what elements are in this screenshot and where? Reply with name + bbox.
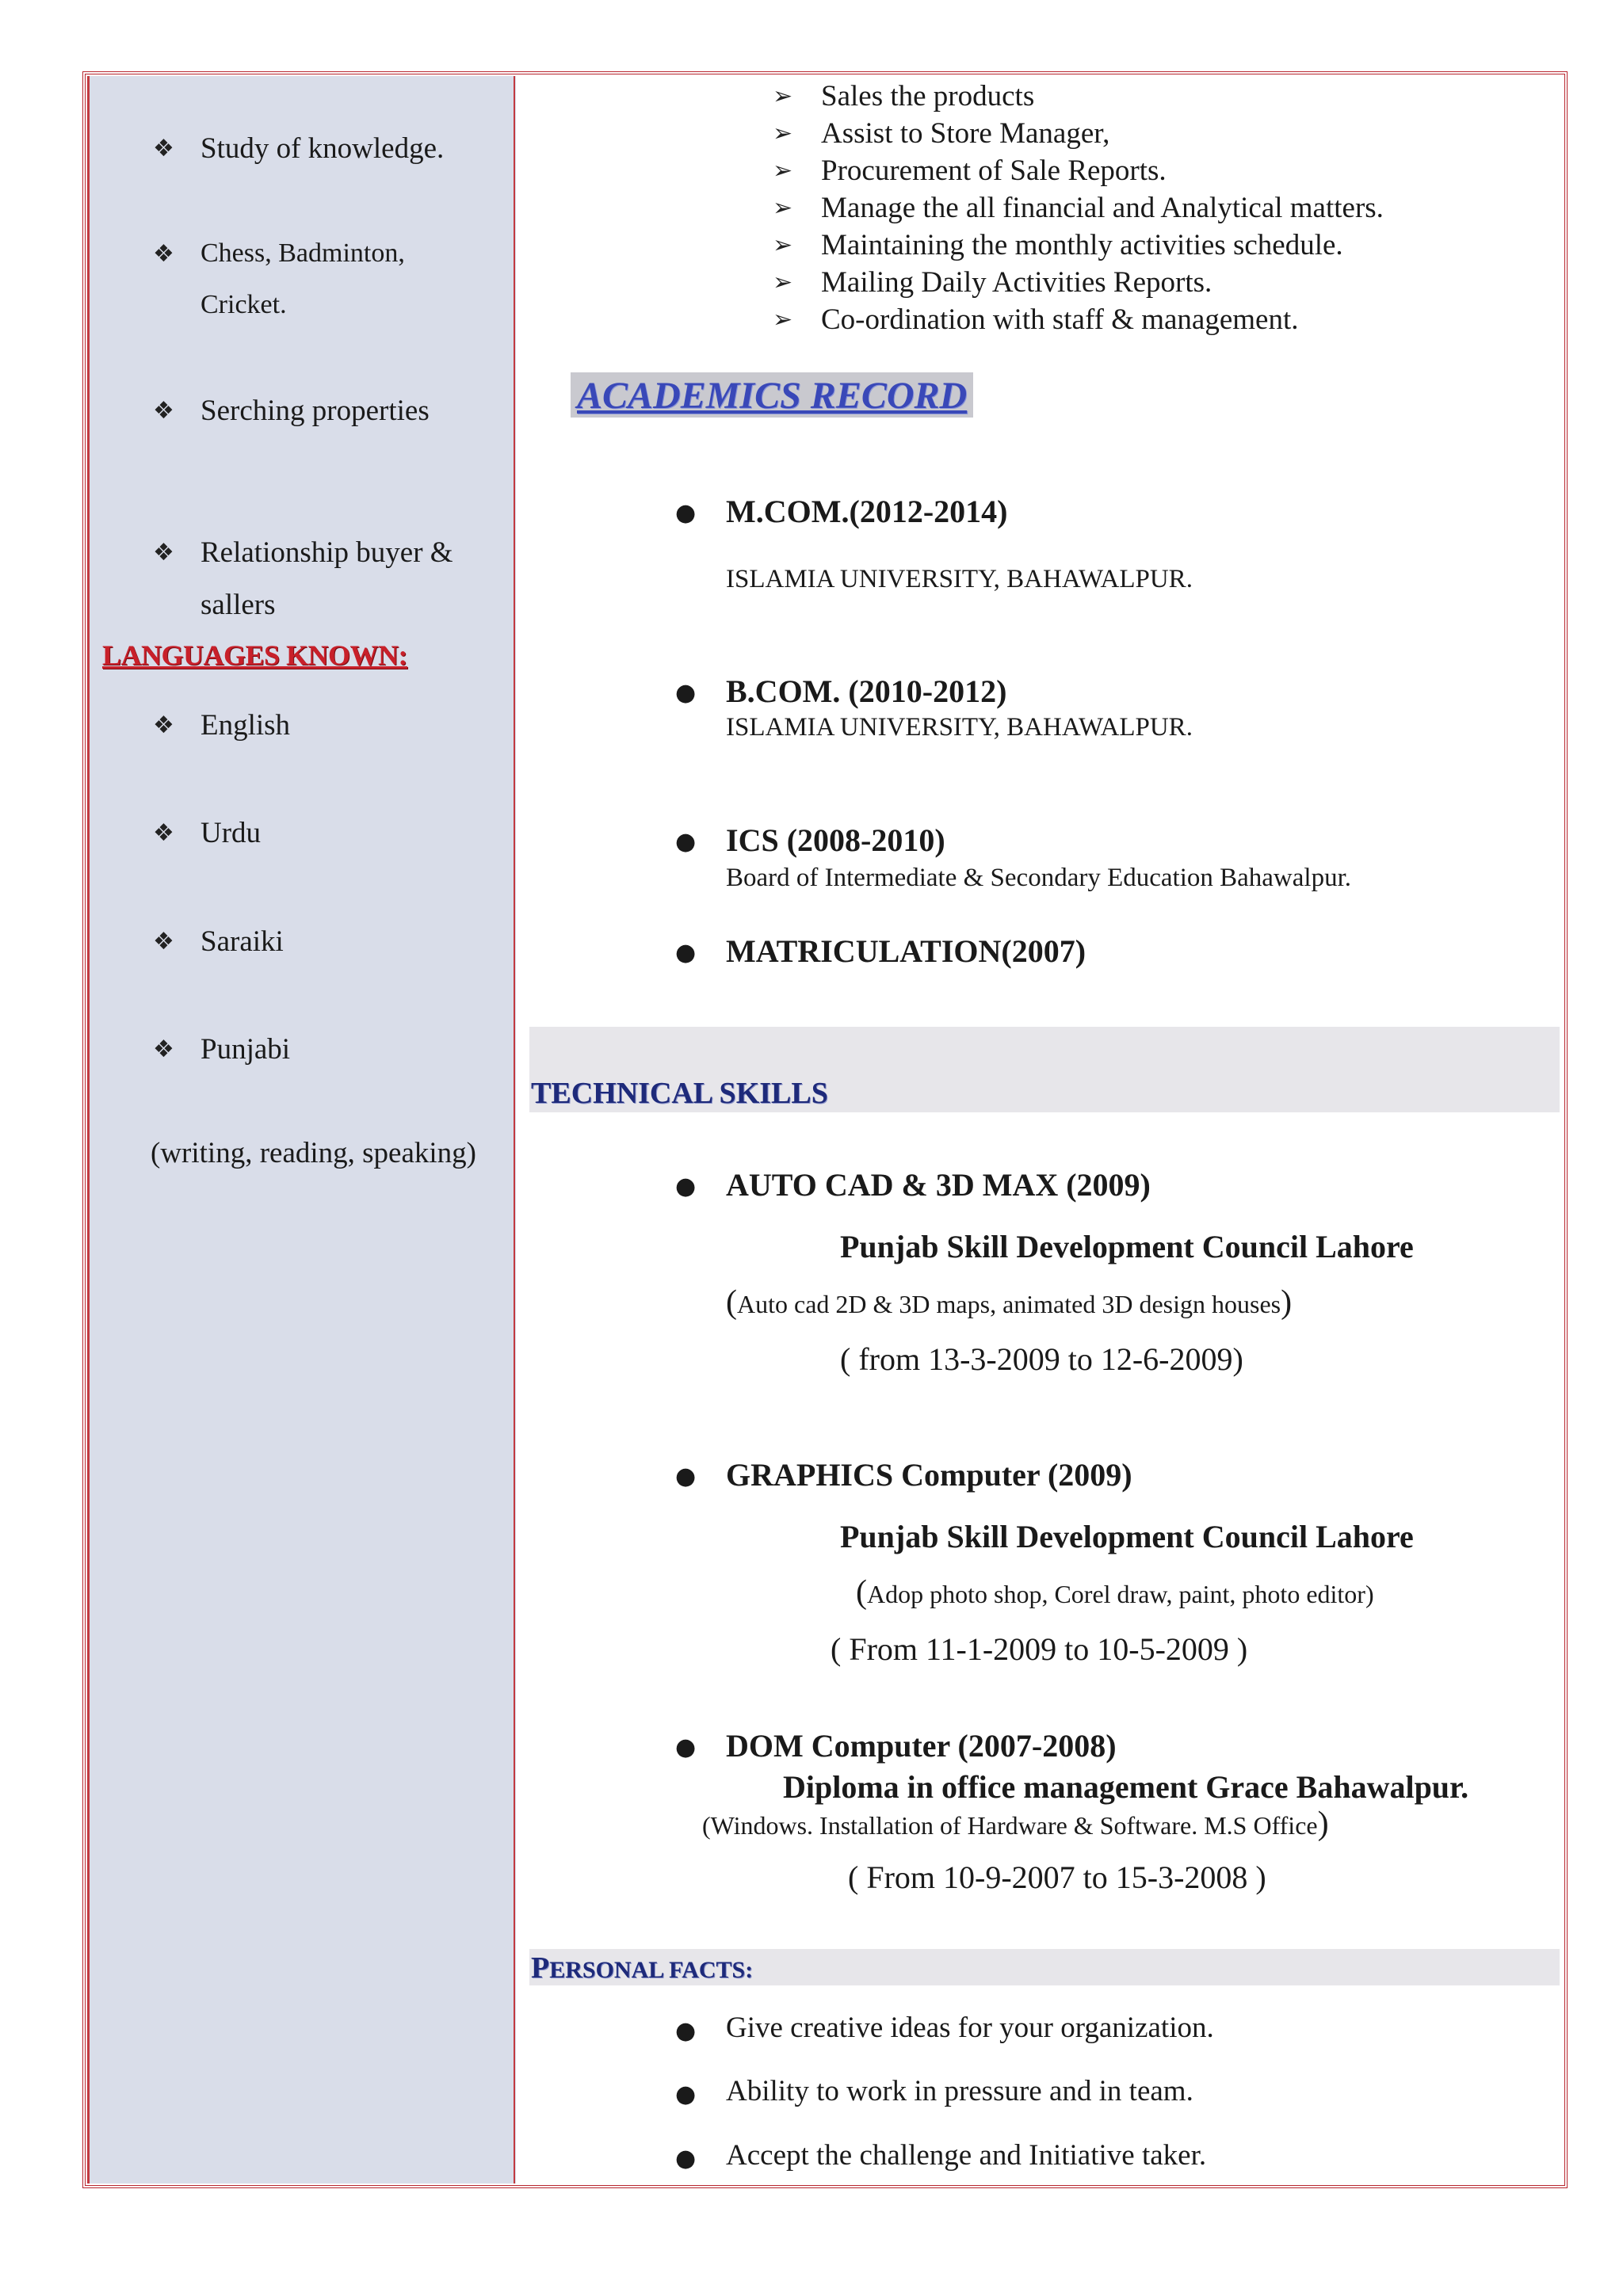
degree-institution: ISLAMIA UNIVERSITY, BAHAWALPUR. (726, 713, 1193, 742)
interest-item: sallers (200, 589, 276, 621)
course-title: GRAPHICS Computer (2009) (726, 1457, 1132, 1493)
course-dates: ( From 11-1-2009 to 10-5-2009 ) (831, 1631, 1248, 1667)
course-provider: Punjab Skill Development Council Lahore (840, 1519, 1414, 1554)
bullet-icon: ● (675, 2145, 697, 2172)
interest-item: Serching properties (200, 395, 430, 427)
arrow-bullet-icon: ➢ (773, 120, 793, 147)
arrow-bullet-icon: ➢ (773, 82, 793, 110)
bullet-icon: ● (675, 499, 697, 527)
degree-title: MATRICULATION(2007) (726, 933, 1086, 969)
diamond-bullet-icon: ❖ (153, 135, 174, 162)
academics-heading: ACADEMICS RECORD (571, 372, 973, 418)
arrow-bullet-icon: ➢ (773, 194, 793, 222)
bullet-icon: ● (675, 828, 697, 856)
course-details: (Auto cad 2D & 3D maps, animated 3D design houses) (726, 1284, 1293, 1321)
interest-item: Cricket. (200, 290, 287, 319)
arrow-bullet-icon: ➢ (773, 306, 793, 334)
duty-item: Mailing Daily Activities Reports. (821, 266, 1212, 299)
degree-title: ICS (2008-2010) (726, 822, 945, 858)
personal-fact: Accept the challenge and Initiative taker. (726, 2139, 1207, 2172)
personal-heading: PERSONAL FACTS: (531, 1951, 754, 1985)
duty-item: Manage the all financial and Analytical matters. (821, 192, 1384, 224)
bullet-icon: ● (675, 1733, 697, 1761)
language-item: Punjabi (200, 1033, 291, 1066)
personal-fact: Give creative ideas for your organization. (726, 2012, 1214, 2044)
course-details: (Adop photo shop, Corel draw, paint, photo editor) (856, 1574, 1374, 1611)
diamond-bullet-icon: ❖ (153, 928, 174, 955)
diamond-bullet-icon: ❖ (153, 240, 174, 268)
course-title: AUTO CAD & 3D MAX (2009) (726, 1167, 1151, 1203)
personal-fact: Ability to work in pressure and in team. (726, 2075, 1193, 2107)
diamond-bullet-icon: ❖ (153, 711, 174, 739)
interest-item: Chess, Badminton, (200, 238, 405, 268)
languages-heading: LANGUAGES KNOWN: (102, 639, 408, 671)
duty-item: Sales the products (821, 80, 1035, 113)
course-dates: ( from 13-3-2009 to 12-6-2009) (840, 1341, 1243, 1377)
arrow-bullet-icon: ➢ (773, 231, 793, 259)
diamond-bullet-icon: ❖ (153, 397, 174, 425)
arrow-bullet-icon: ➢ (773, 157, 793, 185)
language-item: English (200, 709, 291, 742)
bullet-icon: ● (675, 679, 697, 707)
interest-item: Relationship buyer & (200, 536, 453, 569)
languages-note: (writing, reading, speaking) (151, 1137, 476, 1169)
degree-institution: ISLAMIA UNIVERSITY, BAHAWALPUR. (726, 565, 1193, 593)
course-provider: Diploma in office management Grace Bahawalpur. (783, 1769, 1469, 1805)
duty-item: Co-ordination with staff & management. (821, 303, 1299, 336)
technical-heading: TECHNICAL SKILLS (531, 1077, 828, 1110)
diamond-bullet-icon: ❖ (153, 1035, 174, 1063)
course-details: (Windows. Installation of Hardware & Software. M.S Office) (702, 1806, 1329, 1842)
bullet-icon: ● (675, 1463, 697, 1490)
bullet-icon: ● (675, 1173, 697, 1200)
diamond-bullet-icon: ❖ (153, 539, 174, 566)
language-item: Urdu (200, 817, 262, 849)
language-item: Saraiki (200, 925, 284, 958)
course-dates: ( From 10-9-2007 to 15-3-2008 ) (848, 1859, 1266, 1895)
degree-title: B.COM. (2010-2012) (726, 673, 1007, 709)
diamond-bullet-icon: ❖ (153, 819, 174, 847)
duty-item: Assist to Store Manager, (821, 117, 1110, 150)
course-provider: Punjab Skill Development Council Lahore (840, 1229, 1414, 1264)
bullet-icon: ● (675, 939, 697, 967)
duty-item: Procurement of Sale Reports. (821, 154, 1167, 187)
duty-item: Maintaining the monthly activities schedule. (821, 229, 1343, 261)
interest-item: Study of knowledge. (200, 132, 445, 165)
degree-title: M.COM.(2012-2014) (726, 494, 1008, 529)
arrow-bullet-icon: ➢ (773, 269, 793, 296)
degree-institution: Board of Intermediate & Secondary Education Bahawalpur. (726, 864, 1351, 892)
course-title: DOM Computer (2007-2008) (726, 1728, 1117, 1764)
bullet-icon: ● (675, 2081, 697, 2108)
bullet-icon: ● (675, 2017, 697, 2045)
